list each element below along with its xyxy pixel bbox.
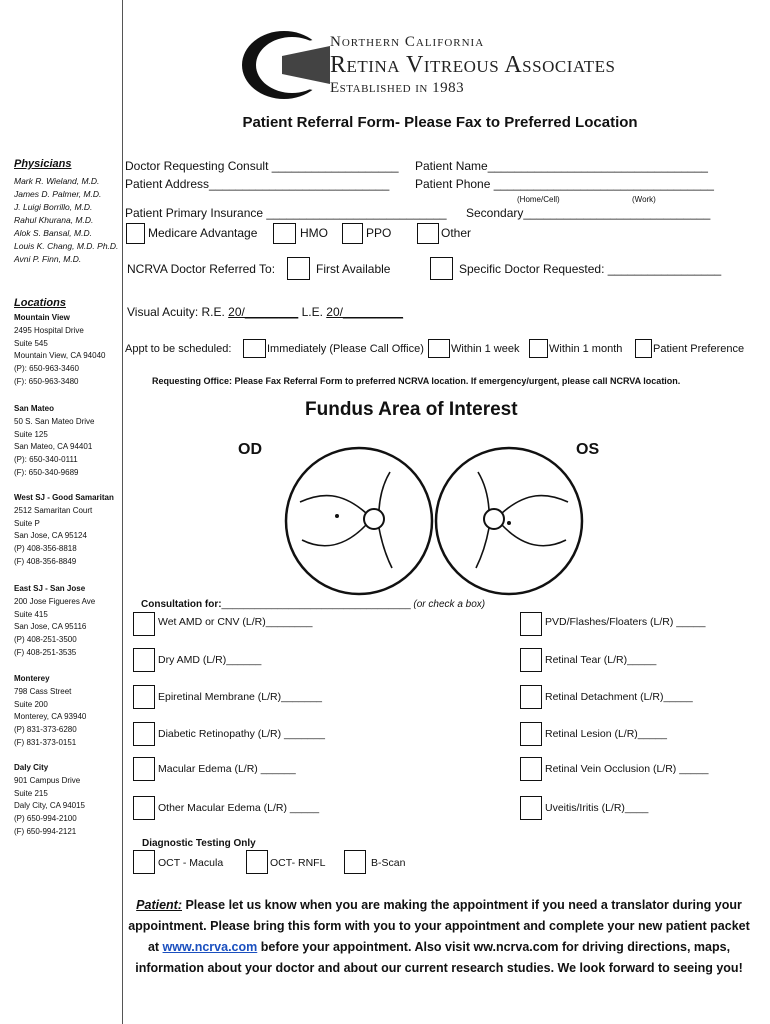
physician: James D. Palmer, M.D. xyxy=(14,189,102,199)
re-value-field[interactable]: 20/________ xyxy=(228,305,299,319)
first-available-checkbox[interactable] xyxy=(287,257,310,280)
bscan-label: B-Scan xyxy=(371,857,406,869)
location-name: San Mateo xyxy=(14,404,55,413)
location-block xyxy=(14,762,85,839)
location-line: (P) 408-251-3500 xyxy=(14,635,77,645)
consult-left-label: Other Macular Edema (L/R) _____ xyxy=(158,802,320,814)
location-block xyxy=(14,492,114,569)
oct-rnfl-checkbox[interactable] xyxy=(246,850,268,874)
appt-week-label: Within 1 week xyxy=(451,343,520,355)
specific-doctor-field[interactable]: Specific Doctor Requested: _________________ xyxy=(459,262,722,276)
location-line: (F) 408-251-3535 xyxy=(14,647,77,657)
consult-right-label: PVD/Flashes/Floaters (L/R) _____ xyxy=(545,616,706,628)
medicare-label: Medicare Advantage xyxy=(148,226,258,240)
page-title: Patient Referral Form- Please Fax to Preferred Location xyxy=(242,114,638,131)
consult-right-checkbox[interactable] xyxy=(520,648,542,672)
appt-month-label: Within 1 month xyxy=(549,343,623,355)
consult-right-label: Retinal Vein Occlusion (L/R) _____ xyxy=(545,763,709,775)
medicare-checkbox[interactable] xyxy=(126,223,145,244)
location-name: West SJ - Good Samaritan xyxy=(14,493,114,502)
physicians-heading: Physicians xyxy=(14,158,72,170)
location-line: Monterey, CA 93940 xyxy=(14,712,87,722)
locations-heading: Locations xyxy=(14,297,66,309)
location-line: San Jose, CA 95124 xyxy=(14,531,87,541)
location-name: Monterey xyxy=(14,674,50,683)
patient-name-field[interactable]: Patient Name_________________________________ xyxy=(415,159,708,173)
logo-line-3: Established in 1983 xyxy=(330,80,465,96)
visual-acuity-row xyxy=(127,305,403,319)
consult-left-label: Dry AMD (L/R)______ xyxy=(158,654,262,666)
closing-message xyxy=(124,895,754,979)
closing-patient-label: Patient: xyxy=(136,898,182,912)
sidebar-divider xyxy=(122,0,123,1024)
consult-left-checkbox[interactable] xyxy=(133,796,155,820)
consult-right-label: Retinal Lesion (L/R)_____ xyxy=(545,728,667,740)
location-line: Suite P xyxy=(14,518,40,528)
location-line: (F): 650-340-9689 xyxy=(14,467,79,477)
location-line: 901 Campus Drive xyxy=(14,775,81,785)
ppo-label: PPO xyxy=(366,226,392,240)
consult-left-label: Epiretinal Membrane (L/R)_______ xyxy=(158,691,323,703)
primary-insurance-field[interactable]: Patient Primary Insurance ___________________________ xyxy=(125,206,447,220)
consult-field[interactable]: __________________________________ xyxy=(221,599,411,610)
patient-phone-field[interactable]: Patient Phone _________________________________ xyxy=(415,177,714,191)
requesting-office-note: Requesting Office: Please Fax Referral Form to preferred NCRVA location. If emergency/urgent, please call NCRVA location. xyxy=(152,376,681,386)
appt-pref-label: Patient Preference xyxy=(653,343,745,355)
home-cell-caption: (Home/Cell) xyxy=(517,195,560,204)
location-line: (P) 831-373-6280 xyxy=(14,725,77,735)
location-line: Suite 545 xyxy=(14,338,48,348)
location-line: San Mateo, CA 94401 xyxy=(14,442,93,452)
location-line: (P): 650-963-3460 xyxy=(14,364,79,374)
location-line: Mountain View, CA 94040 xyxy=(14,351,106,361)
other-checkbox[interactable] xyxy=(417,223,439,244)
location-line: Suite 200 xyxy=(14,699,48,709)
visual-acuity-label: Visual Acuity: R.E. xyxy=(127,305,229,319)
physician: Alok S. Bansal, M.D. xyxy=(14,228,92,238)
od-label: OD xyxy=(238,441,262,458)
appt-week-checkbox[interactable] xyxy=(428,339,450,358)
closing-text-2: before your appointment. Also visit ww.ncrva.com for driving directions, maps, information about your doctor and about our current research studies. We look forward to seeing you! xyxy=(135,940,743,975)
location-line: (F): 650-963-3480 xyxy=(14,376,79,386)
location-line: (P) 408-356-8818 xyxy=(14,544,77,554)
consult-right-label: Uveitis/Iritis (L/R)____ xyxy=(545,802,649,814)
consult-left-label: Macular Edema (L/R) ______ xyxy=(158,763,296,775)
website-link[interactable]: www.ncrva.com xyxy=(162,940,258,954)
appt-month-checkbox[interactable] xyxy=(529,339,548,358)
consult-hint: (or check a box) xyxy=(410,599,486,610)
physician: Avni P. Finn, M.D. xyxy=(14,254,82,264)
secondary-insurance-field[interactable]: Secondary____________________________ xyxy=(466,206,711,220)
location-line: (F) 650-994-2121 xyxy=(14,826,77,836)
logo-mark xyxy=(238,28,334,102)
patient-address-field[interactable]: Patient Address___________________________ xyxy=(125,177,390,191)
physician: Mark R. Wieland, M.D. xyxy=(14,176,100,186)
appt-immediately-label: Immediately (Please Call Office) xyxy=(267,343,424,355)
physician: J. Luigi Borrillo, M.D. xyxy=(14,202,93,212)
location-line: 200 Jose Figueres Ave xyxy=(14,596,96,606)
fundus-title: Fundus Area of Interest xyxy=(305,399,518,420)
location-block xyxy=(14,673,86,750)
appt-pref-checkbox[interactable] xyxy=(635,339,652,358)
appt-label: Appt to be scheduled: xyxy=(125,343,232,355)
location-line: (P): 650-340-0111 xyxy=(14,455,78,465)
consult-row xyxy=(141,599,485,610)
location-line: (P) 650-994-2100 xyxy=(14,814,77,824)
location-line: Suite 215 xyxy=(14,788,48,798)
consult-right-checkbox[interactable] xyxy=(520,722,542,746)
doctor-requesting-field[interactable]: Doctor Requesting Consult ___________________ xyxy=(125,159,399,173)
location-line: (F) 408-356-8849 xyxy=(14,556,77,566)
consult-left-checkbox[interactable] xyxy=(133,612,155,636)
specific-doctor-checkbox[interactable] xyxy=(430,257,453,280)
consult-left-checkbox[interactable] xyxy=(133,685,155,709)
ncrva-doctor-label: NCRVA Doctor Referred To: xyxy=(127,262,276,276)
physicians-list xyxy=(14,175,118,266)
location-block xyxy=(14,312,105,389)
bscan-checkbox[interactable] xyxy=(344,850,366,874)
consult-right-checkbox[interactable] xyxy=(520,612,542,636)
hmo-checkbox[interactable] xyxy=(273,223,296,244)
ppo-checkbox[interactable] xyxy=(342,223,363,244)
hmo-label: HMO xyxy=(300,226,328,240)
diagnostic-label: Diagnostic Testing Only xyxy=(142,838,256,849)
os-label: OS xyxy=(576,441,600,458)
consult-left-checkbox[interactable] xyxy=(133,648,155,672)
os-fundus-diagram[interactable] xyxy=(432,444,586,598)
location-line: 50 S. San Mateo Drive xyxy=(14,416,95,426)
location-line: (F) 831-373-0151 xyxy=(14,737,77,747)
oct-rnfl-label: OCT- RNFL xyxy=(270,857,326,869)
le-label: L.E. xyxy=(301,305,327,319)
consult-label: Consultation for: xyxy=(141,599,222,610)
location-block xyxy=(14,583,95,660)
closing-text-1: Please let us know when you are making the appointment if you need a translator during your appointment. Please bring this form with you to your appointment and complete your new patient packet at xyxy=(128,898,750,954)
consult-right-label: Retinal Detachment (L/R)_____ xyxy=(545,691,693,703)
location-line: 2512 Samaritan Court xyxy=(14,505,93,515)
location-line: Suite 415 xyxy=(14,609,48,619)
consult-right-checkbox[interactable] xyxy=(520,757,542,781)
consult-left-label: Wet AMD or CNV (L/R)________ xyxy=(158,616,313,628)
first-available-label: First Available xyxy=(316,262,391,276)
consult-right-checkbox[interactable] xyxy=(520,685,542,709)
consult-left-checkbox[interactable] xyxy=(133,722,155,746)
location-name: Daly City xyxy=(14,763,49,772)
consult-right-checkbox[interactable] xyxy=(520,796,542,820)
location-line: San Jose, CA 95116 xyxy=(14,622,87,632)
le-value-field[interactable]: 20/_________ xyxy=(326,305,404,319)
location-line: 798 Cass Street xyxy=(14,686,72,696)
location-line: 2495 Hospital Drive xyxy=(14,325,84,335)
other-label: Other xyxy=(441,226,472,240)
consult-left-label: Diabetic Retinopathy (L/R) _______ xyxy=(158,728,325,740)
work-caption: (Work) xyxy=(632,195,656,204)
location-name: Mountain View xyxy=(14,313,70,322)
location-line: Suite 125 xyxy=(14,429,48,439)
logo-line-1: Northern California xyxy=(330,34,485,50)
od-fundus-diagram[interactable] xyxy=(282,444,436,598)
consult-left-checkbox[interactable] xyxy=(133,757,155,781)
oct-macula-label: OCT - Macula xyxy=(158,857,224,869)
physician: Rahul Khurana, M.D. xyxy=(14,215,94,225)
appt-immediately-checkbox[interactable] xyxy=(243,339,266,358)
physician: Louis K. Chang, M.D. Ph.D. xyxy=(14,241,119,251)
consult-right-label: Retinal Tear (L/R)_____ xyxy=(545,654,657,666)
location-line: Daly City, CA 94015 xyxy=(14,801,85,811)
location-block xyxy=(14,403,94,480)
oct-macula-checkbox[interactable] xyxy=(133,850,155,874)
logo-line-2: Retina Vitreous Associates xyxy=(330,52,616,78)
location-name: East SJ - San Jose xyxy=(14,584,86,593)
